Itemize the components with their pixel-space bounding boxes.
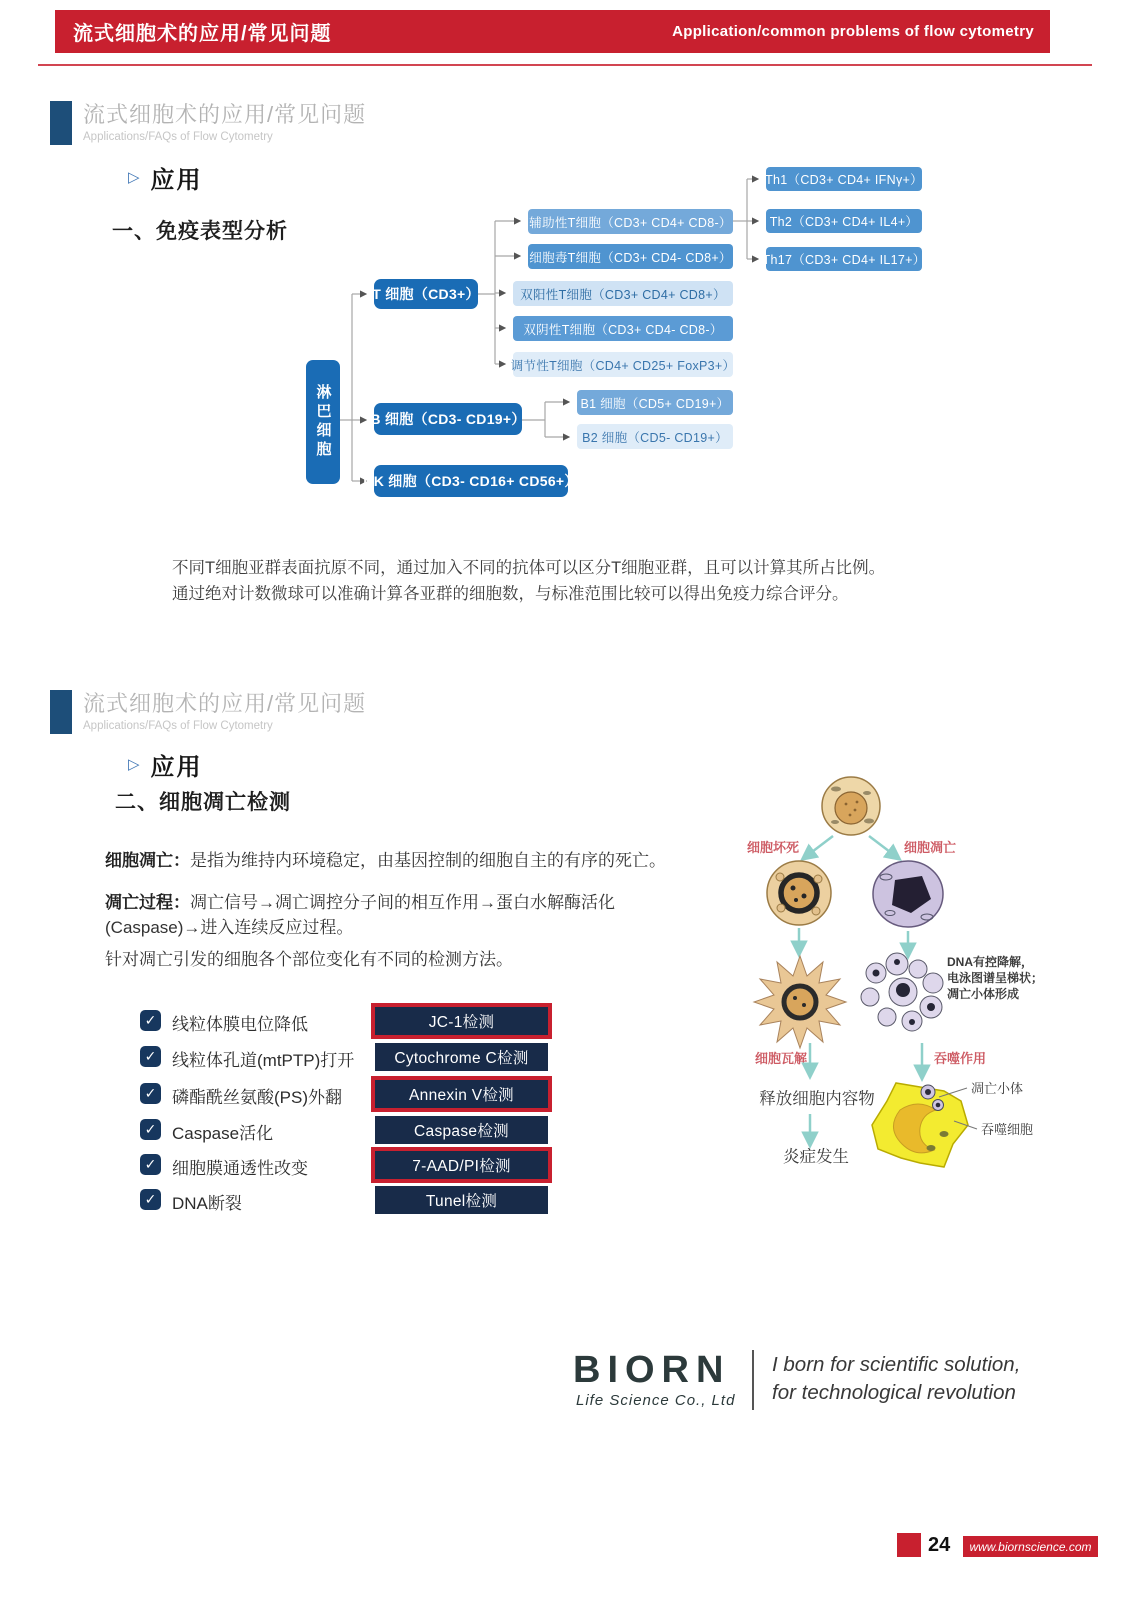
necrosis-label: 细胞坏死: [746, 840, 800, 855]
tagline-line-1: I born for scientific solution,: [772, 1353, 1021, 1376]
section-header-2: [50, 687, 650, 732]
necrotic-cell: [767, 861, 831, 925]
checklist-row: [140, 1080, 570, 1108]
tree-node-cytotoxic-t: 细胞毒T细胞（CD3+ CD4- CD8+）: [528, 244, 733, 269]
checkbox-checked: [140, 1083, 161, 1104]
tree-node-th2: Th2（CD3+ CD4+ IL4+）: [766, 209, 922, 233]
header-title-zh: 流式细胞术的应用/常见问题: [73, 23, 332, 45]
part1-heading: 一、免疫表型分析: [112, 220, 288, 243]
checklist-label: 线粒体孔道(mtPTP)打开: [172, 1051, 355, 1070]
tree-node-th1: Th1（CD3+ CD4+ IFNγ+）: [766, 167, 922, 191]
tree-node-lymphocyte: 淋巴细胞: [306, 360, 340, 484]
header-divider: [38, 64, 1092, 66]
dna-note: [947, 954, 1043, 1001]
tree-node-t-cell: T 细胞（CD3+）: [374, 279, 478, 309]
checklist-row: [140, 1043, 570, 1071]
apoptosis-necrosis-diagram: [690, 765, 1131, 1175]
page-number-accent: [897, 1533, 921, 1557]
applications-label-1: [128, 160, 203, 195]
tree-node-th17: Th17（CD3+ CD4+ IL17+）: [766, 247, 922, 271]
checkmark-icon: ✓: [144, 1048, 157, 1064]
method-button-jc1: JC-1检测: [371, 1003, 552, 1039]
checklist-label: Caspase活化: [172, 1124, 274, 1143]
process-term: 凋亡过程：: [105, 893, 190, 912]
definition-term: 细胞凋亡：: [105, 851, 190, 870]
section-accent-bar: [50, 690, 72, 734]
tree-node-regulatory-t: 调节性T细胞（CD4+ CD25+ FoxP3+）: [513, 352, 733, 377]
company-tagline: [772, 1351, 1020, 1408]
checkbox-checked: [140, 1189, 161, 1210]
checklist-label: 磷酯酰丝氨酸(PS)外翻: [172, 1088, 342, 1107]
biorn-logo: BIORN: [573, 1349, 731, 1391]
section-header-1: [50, 98, 650, 143]
tree-node-double-positive-t: 双阳性T细胞（CD3+ CD4+ CD8+）: [513, 281, 733, 306]
triangle-bullet-icon: ▷: [128, 169, 140, 186]
note-line-2: 通过绝对计数微球可以准确计算各亚群的细胞数，与标准范围比较可以得出免疫力综合评分。: [172, 584, 849, 603]
lysed-cell: [754, 956, 846, 1048]
checkbox-checked: [140, 1154, 161, 1175]
checkmark-icon: ✓: [144, 1085, 157, 1101]
down-arrows-1: [799, 928, 908, 955]
applications-text: 应用: [150, 167, 203, 194]
tree-node-helper-t: 辅助性T细胞（CD3+ CD4+ CD8-）: [528, 209, 733, 234]
section-accent-bar: [50, 101, 72, 145]
checklist-label: 细胞膜通透性改变: [172, 1159, 308, 1178]
lysis-label: 细胞瓦解: [754, 1051, 808, 1066]
tree-node-double-negative-t: 双阴性T细胞（CD3+ CD4- CD8-）: [513, 316, 733, 341]
website-url: www.biornscience.com: [963, 1536, 1098, 1557]
logo-divider: [752, 1350, 754, 1410]
biorn-logo-subtext: Life Science Co., Ltd: [576, 1392, 736, 1409]
method-button-7aad-pi: 7-AAD/PI检测: [371, 1147, 552, 1183]
triangle-bullet-icon: ▷: [128, 756, 140, 773]
note-line-1: 不同T细胞亚群表面抗原不同，通过加入不同的抗体可以区分T细胞亚群，且可以计算其所占比例。: [172, 559, 886, 577]
apoptotic-fragments: [861, 953, 943, 1031]
process-line-2: (Caspase)→进入连续反应过程。: [105, 917, 354, 937]
method-button-tunel: Tunel检测: [375, 1186, 548, 1214]
apoptosis-label: 细胞凋亡: [903, 840, 957, 855]
method-button-caspase: Caspase检测: [375, 1116, 548, 1144]
checkmark-icon: ✓: [144, 1121, 157, 1137]
part2-heading: 二、细胞凋亡检测: [115, 791, 291, 814]
tagline-line-2: for technological revolution: [772, 1381, 1016, 1405]
part1-note: [172, 556, 972, 607]
applications-label-2: [128, 747, 203, 782]
checklist-label: 线粒体膜电位降低: [172, 1015, 308, 1034]
apoptotic-cell: [873, 861, 943, 927]
checklist-label: DNA断裂: [172, 1194, 242, 1213]
inflammation-label: 炎症发生: [783, 1148, 849, 1166]
section-title: 流式细胞术的应用/常见问题: [83, 691, 367, 716]
tree-node-b2: B2 细胞（CD5- CD19+）: [577, 424, 733, 449]
detection-intro: 针对凋亡引发的细胞各个部位变化有不同的检测方法。: [105, 950, 513, 969]
tree-node-b1: B1 细胞（CD5+ CD19+）: [577, 390, 733, 415]
apoptotic-body-label: 凋亡小体: [971, 1081, 1024, 1096]
checkbox-checked: [140, 1119, 161, 1140]
method-button-annexin-v: Annexin V检测: [371, 1076, 552, 1112]
checklist-row: [140, 1151, 570, 1179]
dna-note-line-3: 凋亡小体形成: [947, 987, 1020, 1001]
dna-note-line-2: 电泳图谱呈梯状；: [947, 971, 1044, 985]
tree-node-nk-cell: NK 细胞（CD3- CD16+ CD56+）: [374, 465, 568, 497]
checkbox-checked: [140, 1010, 161, 1031]
checkmark-icon: ✓: [144, 1191, 157, 1207]
section-subtitle: Applications/FAQs of Flow Cytometry: [83, 131, 273, 143]
phagocyte-cell: [872, 1083, 968, 1167]
phagocytosis-label: 吞噬作用: [933, 1051, 987, 1066]
checkbox-checked: [140, 1046, 161, 1067]
section-subtitle: Applications/FAQs of Flow Cytometry: [83, 720, 273, 732]
apoptosis-definition: [105, 849, 765, 874]
process-line-1: 凋亡信号→凋亡调控分子间的相互作用→蛋白水解酶活化: [190, 893, 615, 912]
checklist-row: [140, 1116, 570, 1144]
header-title-en: Application/common problems of flow cytometry: [672, 23, 1034, 40]
tree-connectors: [0, 0, 1131, 540]
parent-cell: [822, 777, 880, 835]
page-number: 24: [928, 1534, 951, 1556]
apoptosis-process: [105, 891, 765, 940]
applications-text: 应用: [150, 754, 203, 781]
checkmark-icon: ✓: [144, 1156, 157, 1172]
checklist-row: [140, 1186, 570, 1214]
release-label: 释放细胞内容物: [759, 1090, 875, 1108]
method-button-cytochrome-c: Cytochrome C检测: [375, 1043, 548, 1071]
dna-note-line-1: DNA有控降解，: [947, 955, 1033, 969]
branch-arrows: [804, 836, 898, 858]
page-header-banner: [55, 10, 1050, 53]
tree-node-b-cell: B 细胞（CD3- CD19+）: [374, 403, 522, 435]
definition-text: 是指为维持内环境稳定，由基因控制的细胞自主的有序的死亡。: [190, 851, 666, 870]
phagocyte-label: 吞噬细胞: [981, 1122, 1034, 1137]
checkmark-icon: ✓: [144, 1012, 157, 1028]
checklist-row: [140, 1007, 570, 1035]
section-title: 流式细胞术的应用/常见问题: [83, 102, 367, 127]
